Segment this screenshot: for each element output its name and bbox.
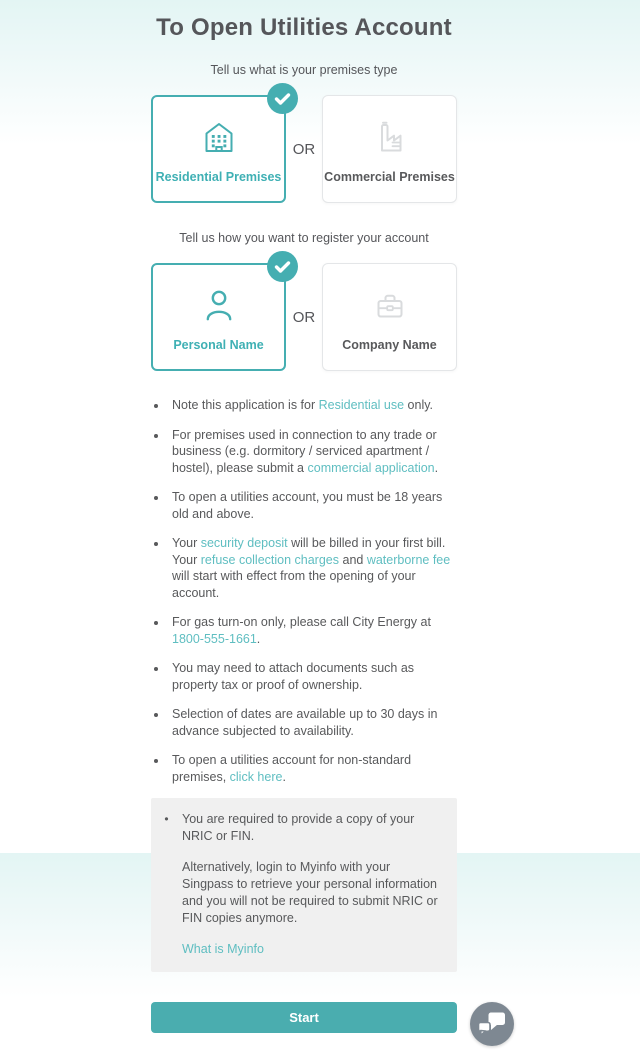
- info-box: [151, 798, 457, 972]
- factory-icon: [368, 115, 412, 159]
- bullet: •: [164, 812, 169, 826]
- note-text: and: [339, 552, 367, 567]
- note-text: To open a utilities account, you must be 18 years old and above.: [172, 490, 443, 521]
- option-label: Personal Name: [173, 337, 264, 352]
- chat-button[interactable]: [470, 1002, 514, 1046]
- note-text: only.: [404, 398, 434, 412]
- note-text: .: [434, 460, 439, 475]
- option-personal-name[interactable]: [151, 263, 286, 371]
- start-button[interactable]: Start: [151, 1002, 457, 1033]
- premises-type-prompt: Tell us what is your premises type: [210, 63, 398, 77]
- note-text: Note this application is for: [172, 398, 319, 412]
- note-text: will be billed in your first bill. Your: [172, 536, 446, 567]
- chat-bubbles-icon: [470, 1033, 514, 1050]
- what-is-myinfo-link[interactable]: What is Myinfo: [182, 941, 264, 956]
- premises-type-options: [151, 95, 457, 203]
- note-text: Selection of dates are available up to 30 days in advance subjected to availability.: [172, 707, 438, 738]
- check-icon: [267, 83, 298, 114]
- or-separator: OR: [292, 308, 316, 326]
- briefcase-icon: [368, 283, 412, 327]
- note-item: [168, 397, 457, 414]
- note-item: [168, 752, 457, 785]
- register-type-options: [151, 263, 457, 371]
- bottom-row: [151, 1002, 457, 1046]
- note-text: For premises used in connection to any trade or business (e.g. dormitory / serviced apartment / hostel), please submit a: [172, 427, 437, 475]
- option-label: Commercial Premises: [324, 169, 455, 184]
- inline-link[interactable]: commercial application: [307, 460, 435, 475]
- note-text: will start with effect from the opening of your account.: [172, 569, 416, 600]
- inline-link[interactable]: Residential use: [318, 398, 405, 412]
- inline-link[interactable]: security deposit: [200, 536, 288, 550]
- option-label: Company Name: [342, 337, 437, 352]
- register-type-prompt: Tell us how you want to register your account: [179, 231, 429, 245]
- person-icon: [197, 283, 241, 327]
- option-company-name[interactable]: [322, 263, 457, 371]
- note-text: Your: [172, 536, 201, 550]
- note-item: [168, 660, 457, 693]
- info-line-2: Alternatively, login to Myinfo with your Singpass to retrieve your personal information and you will not be required to submit NRIC or FIN copies anymore.: [182, 859, 438, 926]
- page-title: To Open Utilities Account: [156, 14, 452, 41]
- inline-link[interactable]: click here: [229, 769, 283, 784]
- option-label: Residential Premises: [155, 169, 282, 184]
- note-text: .: [256, 631, 261, 646]
- note-item: [168, 427, 457, 477]
- note-item: [168, 489, 457, 522]
- or-separator: OR: [292, 140, 316, 158]
- note-text: You may need to attach documents such as property tax or proof of ownership.: [172, 661, 415, 692]
- inline-link[interactable]: refuse collection charges: [200, 552, 340, 567]
- info-line-1: You are required to provide a copy of your NRIC or FIN.: [182, 812, 415, 844]
- note-item: [168, 706, 457, 739]
- check-icon: [267, 251, 298, 282]
- inline-link[interactable]: waterborne fee: [366, 552, 451, 567]
- residential-building-icon: [197, 115, 241, 159]
- inline-link[interactable]: 1800-555-1661: [172, 631, 257, 646]
- notes-list: [151, 397, 457, 785]
- option-residential-premises[interactable]: [151, 95, 286, 203]
- note-text: To open a utilities account for non-standard premises,: [172, 753, 412, 784]
- option-commercial-premises[interactable]: [322, 95, 457, 203]
- note-item: [168, 535, 457, 601]
- note-item: [168, 614, 457, 647]
- page: [151, 0, 457, 1046]
- note-text: .: [282, 769, 286, 784]
- note-text: For gas turn-on only, please call City Energy at: [172, 615, 431, 629]
